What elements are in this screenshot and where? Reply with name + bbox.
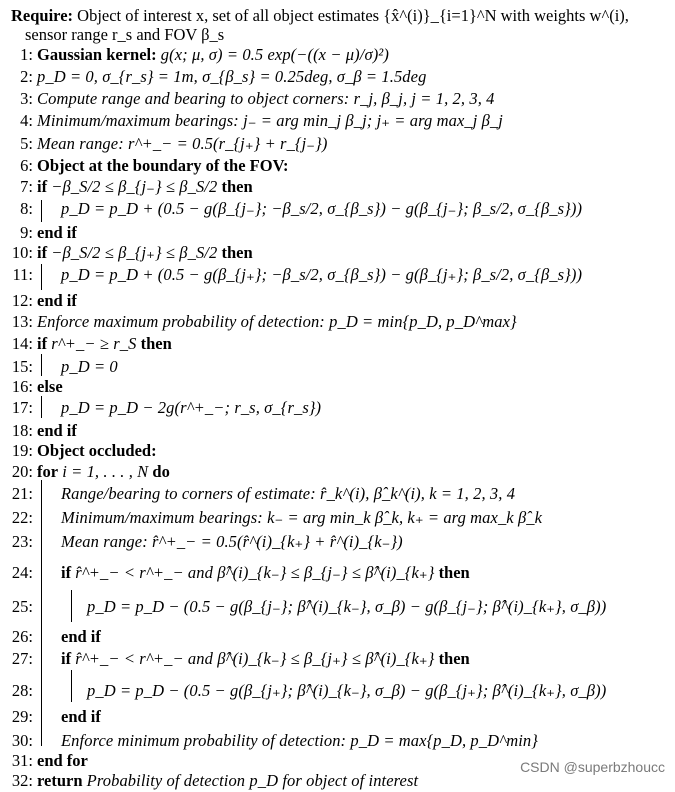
- line-body: [61, 562, 470, 584]
- line-text: Enforce maximum probability of detection: p_D = min{p_D, p_D^max}: [37, 312, 517, 331]
- line-text: r̂^+_− < r^+_− and β̂^(i)_{k₋} ≤ β_{j₊} ≤ β̂^(i)_{k₊}: [75, 649, 435, 668]
- line-body: [37, 155, 288, 177]
- line-body: [37, 66, 426, 88]
- line-keyword: end if: [37, 291, 77, 310]
- line-number: 25:: [11, 597, 33, 616]
- line-number: 10:: [11, 243, 33, 262]
- watermark: CSDN @superbzhoucc: [520, 759, 665, 775]
- line-number: 5:: [20, 134, 33, 153]
- line-body: [37, 44, 389, 66]
- line-body: [61, 531, 403, 553]
- require-clause: [11, 6, 666, 44]
- line-number: 7:: [20, 177, 33, 196]
- require-text-line2: sensor range r_s and FOV β_s: [25, 25, 225, 44]
- line-number: 31:: [11, 751, 33, 770]
- line-keyword-then: then: [140, 334, 172, 353]
- line-number: 9:: [20, 223, 33, 242]
- line-body: [37, 110, 503, 132]
- line-number: 1:: [20, 45, 33, 64]
- line-body: [37, 440, 157, 462]
- line-text: Enforce minimum probability of detection: p_D = max{p_D, p_D^min}: [61, 731, 538, 750]
- line-keyword: if: [61, 563, 72, 582]
- line-number: 4:: [20, 111, 33, 130]
- line-text: g(x; μ, σ) = 0.5 exp(−((x − μ)/σ)²): [160, 45, 389, 64]
- line-text: Minimum/maximum bearings: k₋ = arg min_k β̂_k, k₊ = arg max_k β̂_k: [61, 508, 543, 527]
- line-number: 28:: [11, 681, 33, 700]
- line-body: [61, 264, 582, 286]
- line-keyword: if: [61, 649, 72, 668]
- line-body: [37, 333, 172, 355]
- line-number: 11:: [12, 265, 33, 284]
- line-number: 22:: [11, 508, 33, 527]
- line-text: Mean range: r^+_− = 0.5(r_{j₊} + r_{j₋}): [37, 134, 328, 153]
- line-keyword: if: [37, 243, 48, 262]
- line-text: Mean range: r̂^+_− = 0.5(r̂^(i)_{k₊} + r̂^(i)_{k₋}): [61, 532, 403, 551]
- line-number: 21:: [11, 484, 33, 503]
- line-text: Probability of detection p_D for object of interest: [86, 771, 419, 790]
- if-block-rule: [71, 670, 72, 702]
- line-keyword: end if: [61, 627, 101, 646]
- line-body: [61, 507, 542, 529]
- line-text: p_D = 0: [61, 357, 118, 376]
- line-keyword: Gaussian kernel:: [37, 45, 157, 64]
- line-number: 17:: [11, 398, 33, 417]
- line-number: 27:: [11, 649, 33, 668]
- line-body: [87, 680, 606, 702]
- line-number: 23:: [11, 532, 33, 551]
- line-body: [37, 770, 418, 792]
- line-number: 3:: [20, 89, 33, 108]
- line-keyword: for: [37, 462, 59, 481]
- line-keyword: Object occluded:: [37, 441, 157, 460]
- line-number: 18:: [11, 421, 33, 440]
- line-text: i = 1, . . . , N: [62, 462, 149, 481]
- else-block-rule: [41, 396, 42, 418]
- line-body: [37, 750, 88, 772]
- line-body: [37, 242, 253, 264]
- require-keyword: Require:: [11, 6, 74, 25]
- line-body: [37, 133, 327, 155]
- line-body: [87, 596, 606, 618]
- line-body: [37, 376, 63, 398]
- line-keyword: end for: [37, 751, 88, 770]
- if-block-rule: [41, 264, 42, 290]
- line-body: [61, 397, 321, 419]
- line-text: Minimum/maximum bearings: j₋ = arg min_j β_j; j₊ = arg max_j β_j: [37, 111, 503, 130]
- line-text: p_D = p_D − (0.5 − g(β_{j₊}; β̂^(i)_{k₋}, σ_β) − g(β_{j₊}; β̂^(i)_{k₊}, σ_β)): [87, 681, 607, 700]
- line-keyword: if: [37, 177, 48, 196]
- line-number: 15:: [11, 357, 33, 376]
- line-number: 12:: [11, 291, 33, 310]
- line-text: p_D = p_D + (0.5 − g(β_{j₊}; −β_s/2, σ_{β_s}) − g(β_{j₊}; β_s/2, σ_{β_s})): [61, 265, 583, 284]
- line-keyword: if: [37, 334, 48, 353]
- line-number: 19:: [11, 441, 33, 460]
- line-body: [61, 198, 582, 220]
- line-keyword-then: then: [221, 177, 253, 196]
- line-keyword: return: [37, 771, 83, 790]
- line-text: −β_S/2 ≤ β_{j₋} ≤ β_S/2: [51, 177, 218, 196]
- line-body: [61, 706, 101, 728]
- line-keyword: Object at the boundary of the FOV:: [37, 156, 289, 175]
- line-number: 26:: [11, 627, 33, 646]
- line-number: 13:: [11, 312, 33, 331]
- line-text: −β_S/2 ≤ β_{j₊} ≤ β_S/2: [51, 243, 218, 262]
- line-text: p_D = p_D − (0.5 − g(β_{j₋}; β̂^(i)_{k₋}, σ_β) − g(β_{j₋}; β̂^(i)_{k₊}, σ_β)): [87, 597, 607, 616]
- for-block-rule: [41, 480, 42, 746]
- line-text: Compute range and bearing to object corners: r_j, β_j, j = 1, 2, 3, 4: [37, 89, 495, 108]
- line-keyword-then: do: [152, 462, 170, 481]
- line-text: p_D = p_D − 2g(r^+_−; r_s, σ_{r_s}): [61, 398, 322, 417]
- line-keyword: else: [37, 377, 63, 396]
- line-keyword-then: then: [438, 563, 470, 582]
- line-keyword: end if: [37, 421, 77, 440]
- if-block-rule: [41, 200, 42, 222]
- line-body: [37, 420, 77, 442]
- line-number: 14:: [11, 334, 33, 353]
- line-body: [61, 626, 101, 648]
- line-body: [61, 730, 538, 752]
- line-body: [37, 461, 170, 483]
- line-number: 30:: [11, 731, 33, 750]
- line-text: r^+_− ≥ r_S: [51, 334, 137, 353]
- line-body: [61, 648, 470, 670]
- line-number: 20:: [11, 462, 33, 481]
- line-number: 6:: [20, 156, 33, 175]
- line-body: [37, 311, 517, 333]
- line-body: [37, 222, 77, 244]
- line-body: [37, 88, 495, 110]
- line-text: Range/bearing to corners of estimate: r̂_k^(i), β̂_k^(i), k = 1, 2, 3, 4: [61, 484, 516, 503]
- line-keyword: end if: [61, 707, 101, 726]
- line-body: [61, 356, 118, 378]
- line-keyword: end if: [37, 223, 77, 242]
- line-number: 16:: [11, 377, 33, 396]
- line-text: p_D = p_D + (0.5 − g(β_{j₋}; −β_s/2, σ_{β_s}) − g(β_{j₋}; β_s/2, σ_{β_s})): [61, 199, 583, 218]
- if-block-rule: [71, 590, 72, 622]
- if-block-rule: [41, 354, 42, 376]
- line-body: [61, 483, 515, 505]
- line-text: r̂^+_− < r^+_− and β̂^(i)_{k₋} ≤ β_{j₋} ≤ β̂^(i)_{k₊}: [75, 563, 435, 582]
- line-keyword-then: then: [221, 243, 253, 262]
- line-number: 29:: [11, 707, 33, 726]
- line-body: [37, 176, 253, 198]
- line-number: 24:: [11, 563, 33, 582]
- line-number: 2:: [20, 67, 33, 86]
- line-number: 8:: [20, 199, 33, 218]
- line-number: 32:: [11, 771, 33, 790]
- line-body: [37, 290, 77, 312]
- require-text-line1: Object of interest x, set of all object estimates {x̂^(i)}_{i=1}^N with weights w^(i),: [77, 6, 629, 25]
- line-text: p_D = 0, σ_{r_s} = 1m, σ_{β_s} = 0.25deg, σ_β = 1.5deg: [37, 67, 427, 86]
- line-keyword-then: then: [438, 649, 470, 668]
